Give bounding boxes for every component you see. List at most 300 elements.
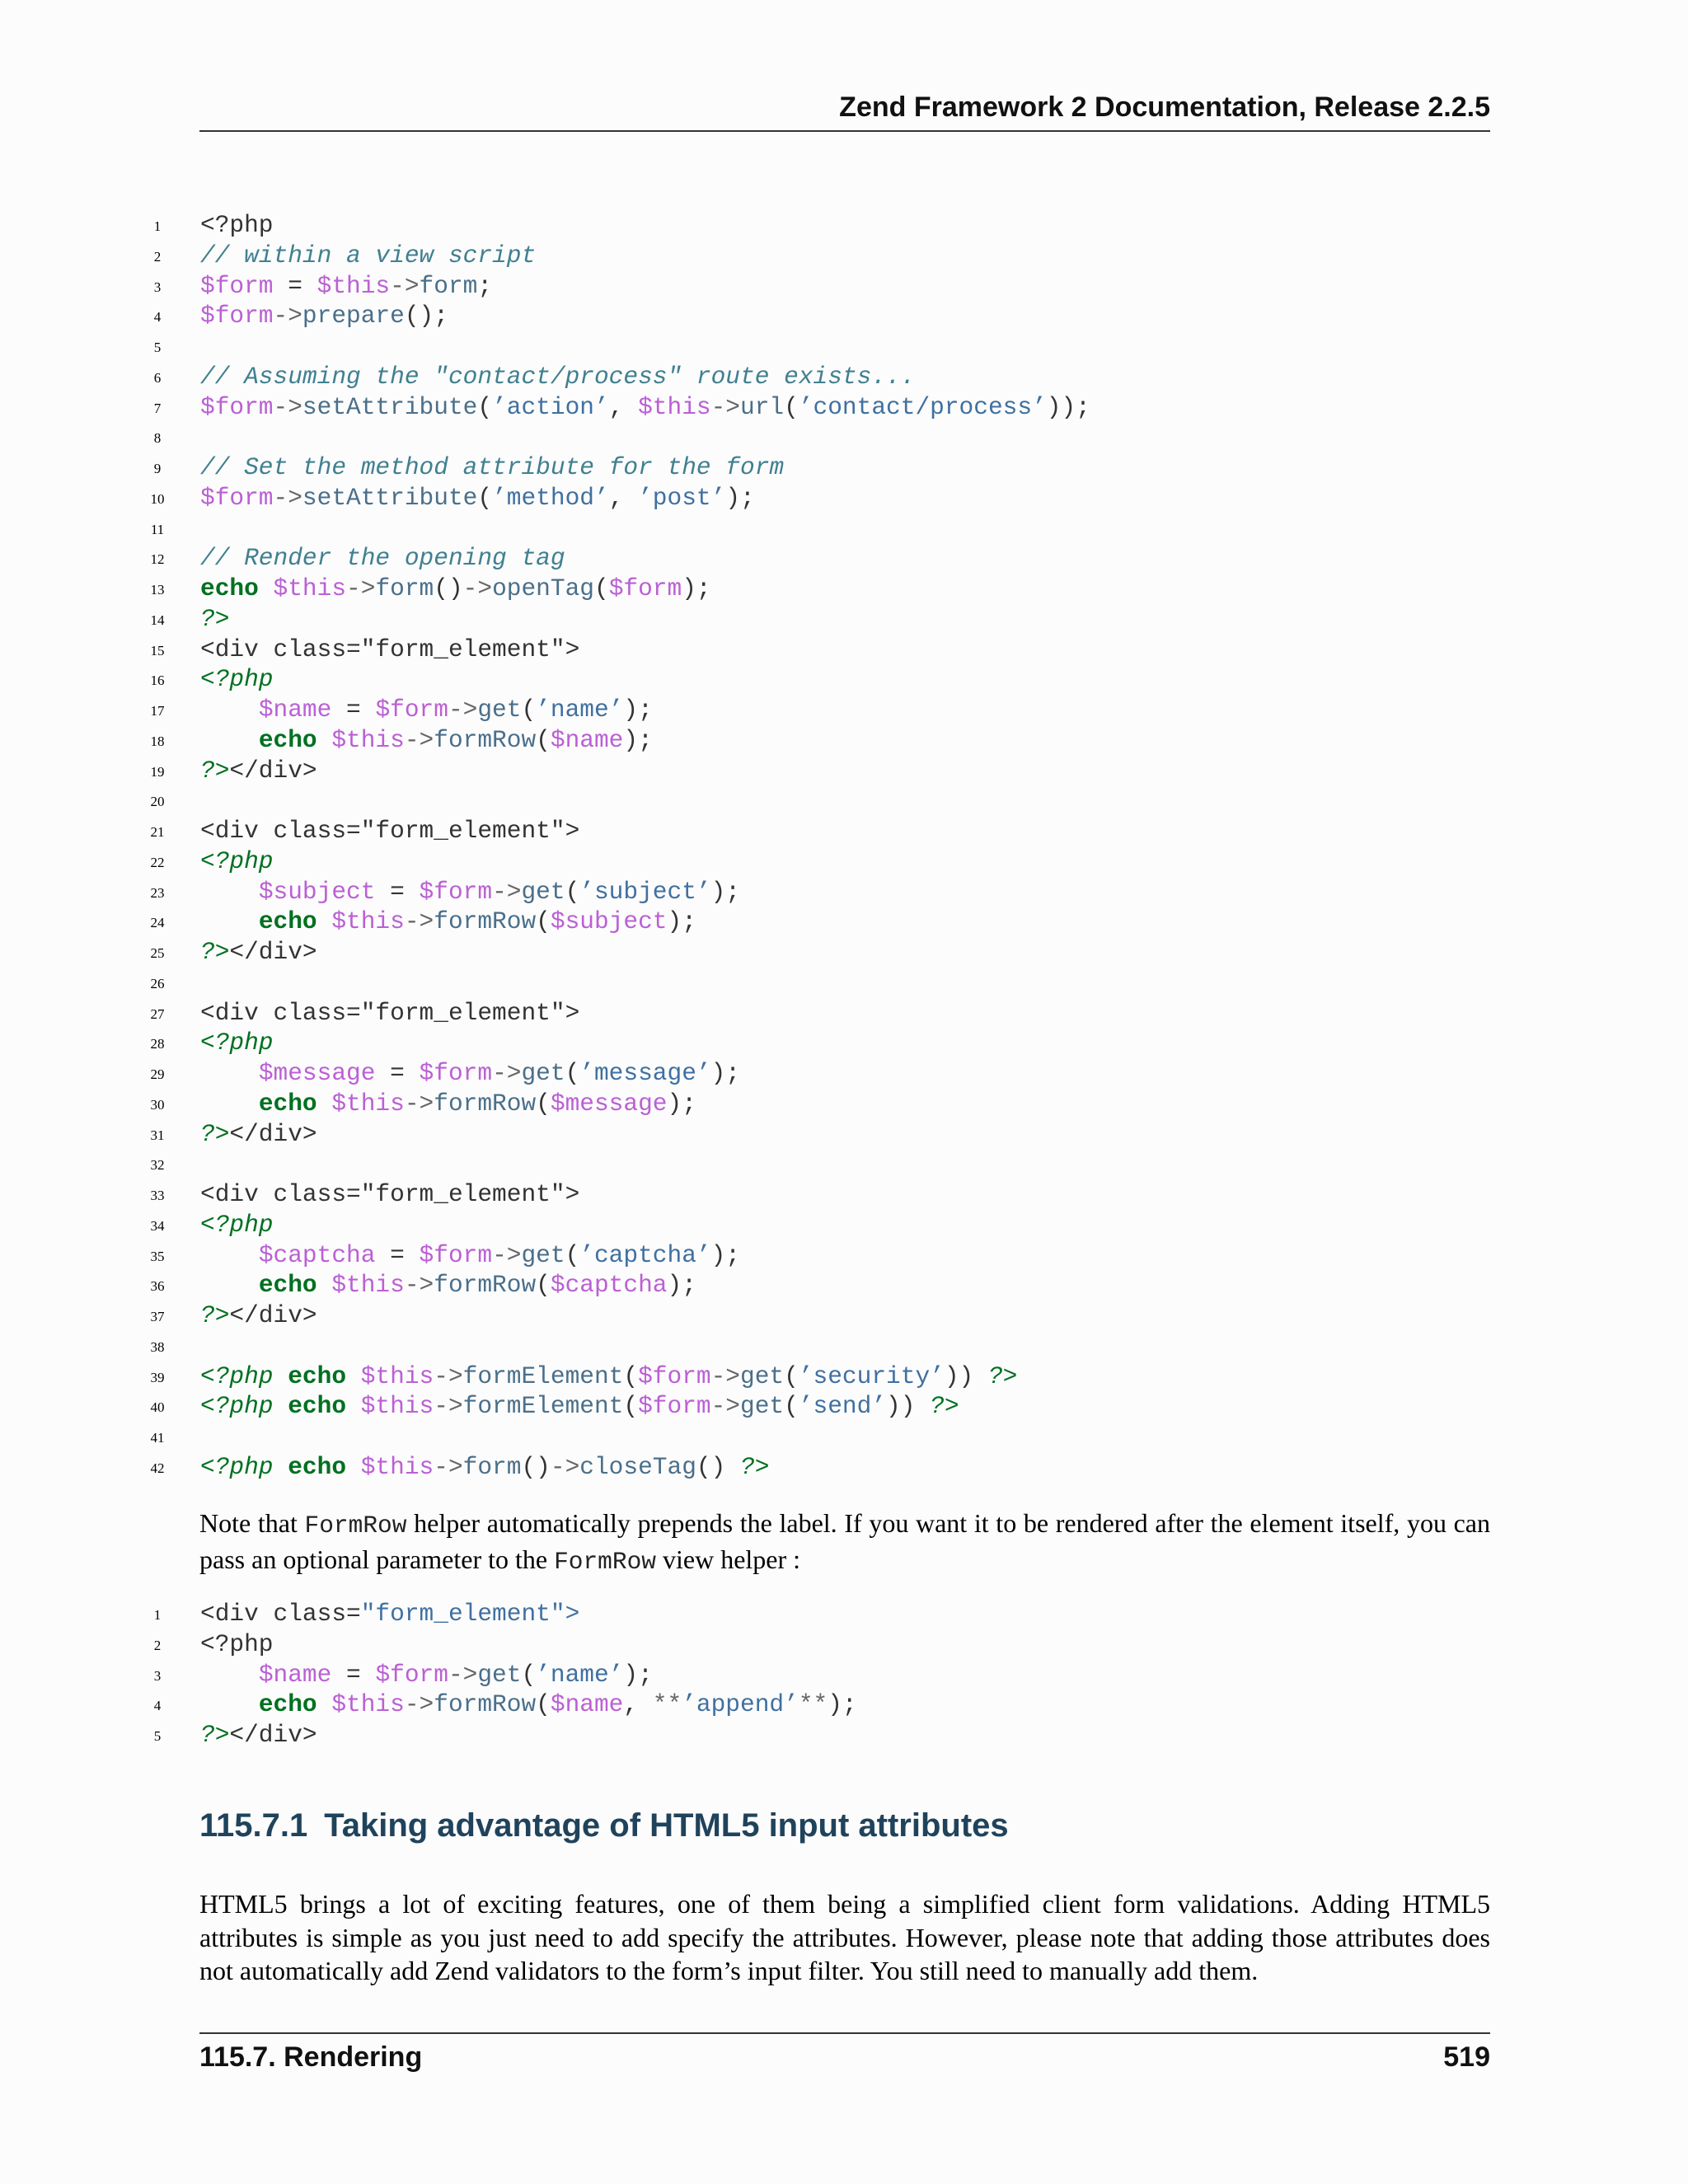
code-token: form — [419, 271, 478, 300]
code-token: ( — [784, 1392, 799, 1421]
code-token: -> — [550, 1452, 580, 1481]
code-token: = — [375, 877, 420, 906]
code-token: // Render the opening tag — [200, 544, 565, 573]
code-token: ( — [784, 392, 799, 421]
code-line — [0, 513, 1688, 544]
code-token: $form — [608, 574, 682, 602]
code-token: <?php — [200, 1210, 274, 1239]
code-token: -> — [448, 1660, 478, 1689]
code-token: ( — [784, 1361, 799, 1390]
code-token: -> — [492, 1059, 522, 1087]
code-token: ); — [710, 877, 741, 906]
code-line — [0, 1028, 1688, 1058]
code-token: <?php — [200, 1361, 274, 1390]
code-token: )) — [944, 1361, 988, 1390]
code-token: <div class="form_element"> — [200, 817, 580, 845]
code-token: ); — [828, 1690, 857, 1719]
code-token: "form_element"> — [360, 1600, 580, 1628]
document-title: Zend Framework 2 Documentation, Release 2.2.5 — [839, 91, 1490, 123]
code-token: $this — [331, 1089, 405, 1118]
line-number: 27 — [150, 1005, 165, 1022]
code-token: ); — [725, 483, 755, 512]
code-token: ); — [710, 1240, 741, 1269]
code-token: ’post’ — [638, 483, 726, 512]
line-number: 36 — [150, 1278, 165, 1295]
code-token — [259, 574, 274, 602]
code-token: $form — [200, 302, 274, 330]
code-text — [200, 816, 579, 846]
code-line — [0, 392, 1688, 423]
code-token: -> — [404, 1271, 434, 1300]
code-token: ?> — [987, 1361, 1018, 1390]
code-line — [0, 422, 1688, 452]
code-line — [0, 968, 1688, 998]
code-token: $name — [258, 1660, 332, 1689]
code-token: get — [477, 1660, 522, 1689]
code-line — [0, 846, 1688, 877]
code-line — [0, 1089, 1688, 1119]
footer-section: 115.7. Rendering — [199, 2041, 423, 2073]
line-number: 33 — [150, 1188, 165, 1203]
code-token: ( — [565, 877, 580, 906]
code-token: $subject — [550, 907, 668, 936]
code-token: <?php — [200, 1629, 274, 1658]
code-line — [0, 301, 1688, 331]
code-line — [0, 635, 1688, 665]
code-token: echo — [200, 574, 259, 602]
code-token: ?> — [200, 1301, 230, 1329]
line-number: 1 — [153, 1607, 162, 1623]
code-token: ( — [593, 574, 609, 602]
code-token: setAttribute — [302, 483, 478, 512]
code-token: <div class= — [200, 1600, 361, 1628]
code-line — [0, 1361, 1688, 1392]
code-token — [317, 726, 332, 754]
code-text — [200, 392, 1090, 423]
code-line — [0, 574, 1688, 604]
code-text — [200, 1452, 769, 1483]
line-number: 10 — [150, 490, 165, 507]
code-line — [0, 1391, 1688, 1422]
code-text — [200, 1119, 317, 1150]
code-token: ’security’ — [798, 1361, 945, 1390]
code-token — [200, 1661, 259, 1689]
code-token: echo — [258, 1089, 317, 1118]
code-token: echo — [258, 1271, 317, 1300]
code-token: formRow — [434, 1271, 537, 1300]
code-line — [0, 452, 1688, 483]
code-line — [0, 1119, 1688, 1150]
code-token: form — [462, 1452, 522, 1481]
code-token: -> — [492, 877, 522, 906]
code-token: $form — [200, 392, 274, 421]
code-text — [200, 1629, 274, 1660]
code-token: ?> — [930, 1392, 959, 1421]
line-number: 25 — [150, 945, 165, 961]
code-token: setAttribute — [302, 392, 478, 421]
line-number: 38 — [150, 1338, 165, 1355]
code-token: $this — [331, 1690, 405, 1719]
code-token: formRow — [434, 907, 537, 936]
code-token: $message — [258, 1059, 376, 1087]
code-text — [200, 664, 274, 695]
code-token: <?php — [200, 846, 274, 875]
line-number: 24 — [150, 915, 165, 931]
line-number: 11 — [150, 521, 165, 537]
code-token: -> — [710, 1392, 741, 1421]
code-token: -> — [492, 1240, 522, 1269]
code-token: prepare — [302, 302, 405, 330]
note-paragraph — [199, 1507, 1490, 1578]
code-token: -> — [273, 483, 302, 512]
line-number: 7 — [153, 400, 162, 416]
code-token: ( — [477, 483, 493, 512]
code-token: echo — [258, 725, 317, 754]
code-token: // Set the method attribute for the form — [200, 453, 785, 481]
code-line — [0, 1058, 1688, 1089]
code-token — [274, 1392, 288, 1420]
code-line — [0, 1240, 1688, 1271]
line-number: 39 — [150, 1369, 165, 1385]
code-token: $form — [375, 696, 448, 724]
code-text — [200, 210, 274, 241]
line-number: 28 — [150, 1036, 165, 1052]
code-token: formElement — [462, 1392, 624, 1421]
code-token: ); — [667, 907, 696, 936]
line-number: 41 — [150, 1430, 165, 1446]
code-token: -> — [404, 725, 434, 754]
code-text — [200, 1028, 274, 1058]
line-number: 14 — [150, 612, 165, 628]
code-token — [346, 1453, 361, 1481]
code-token: get — [740, 1361, 785, 1390]
code-token: </div> — [229, 938, 317, 966]
code-line — [0, 937, 1688, 968]
code-token: ( — [521, 696, 537, 724]
code-token: $this — [360, 1361, 434, 1390]
line-number: 6 — [153, 369, 162, 386]
code-token: ( — [536, 725, 551, 754]
code-token: = — [331, 696, 376, 724]
code-token: ); — [623, 1660, 653, 1689]
line-number: 22 — [150, 854, 165, 870]
code-token: ); — [667, 1089, 696, 1118]
code-token: $this — [331, 1271, 405, 1300]
code-token: ?> — [200, 938, 230, 966]
line-number: 5 — [153, 340, 162, 355]
code-token: get — [521, 877, 565, 906]
code-token: -> — [346, 574, 376, 602]
code-token — [200, 1090, 259, 1118]
code-token: echo — [288, 1361, 347, 1390]
code-token: echo — [288, 1452, 347, 1481]
code-line — [0, 543, 1688, 574]
line-number: 5 — [153, 1728, 162, 1744]
code-text — [200, 1210, 274, 1240]
code-token: ’contact/process’ — [798, 392, 1047, 421]
line-number: 12 — [150, 551, 165, 568]
code-line — [0, 1629, 1688, 1660]
code-token: get — [740, 1392, 785, 1421]
code-text — [200, 301, 448, 331]
code-token: $name — [550, 725, 624, 754]
code-text — [200, 846, 274, 877]
code-token: $form — [638, 1392, 711, 1421]
line-number: 26 — [150, 975, 165, 991]
code-token: $form — [419, 1059, 493, 1087]
code-text — [200, 907, 696, 937]
code-token: -> — [434, 1452, 463, 1481]
page-number: 519 — [1443, 2041, 1490, 2073]
code-block-append-example — [0, 1599, 1688, 1750]
code-text — [200, 543, 565, 574]
note-text: view helper : — [656, 1544, 801, 1574]
code-token: -> — [404, 1089, 434, 1118]
code-text — [200, 1301, 317, 1331]
code-text — [200, 937, 317, 968]
code-token: ( — [521, 1660, 537, 1689]
code-token: <?php — [200, 1029, 274, 1057]
code-line — [0, 331, 1688, 362]
code-line — [0, 785, 1688, 816]
code-line — [0, 664, 1688, 695]
code-token: ’subject’ — [579, 877, 711, 906]
code-token — [200, 907, 259, 935]
code-token: )); — [1046, 392, 1090, 421]
code-text — [200, 635, 579, 665]
code-line — [0, 816, 1688, 846]
line-number: 3 — [153, 279, 162, 295]
code-line — [0, 877, 1688, 907]
code-token: formRow — [434, 1089, 537, 1118]
code-token — [200, 1271, 259, 1299]
code-token — [200, 878, 259, 906]
code-token: = — [273, 271, 317, 300]
line-number: 4 — [153, 1698, 162, 1714]
line-number: 42 — [150, 1460, 165, 1476]
code-text — [200, 756, 317, 786]
code-token: ** — [652, 1690, 682, 1719]
code-token: ( — [536, 1089, 551, 1118]
code-token: ’message’ — [579, 1059, 711, 1087]
code-text — [200, 241, 536, 271]
code-text — [200, 695, 653, 725]
code-token: $form — [419, 1240, 493, 1269]
code-token: // Assuming the "contact/process" route exists... — [200, 362, 916, 391]
code-token: ( — [536, 907, 551, 936]
line-number: 34 — [150, 1217, 165, 1234]
code-text — [200, 483, 755, 513]
code-token: ( — [623, 1361, 639, 1390]
code-token: closeTag — [579, 1452, 696, 1481]
code-token: echo — [258, 1690, 317, 1719]
code-token: $this — [331, 907, 405, 936]
code-token: ?> — [200, 756, 230, 785]
code-token: ); — [623, 696, 653, 724]
code-token: $subject — [258, 877, 376, 906]
line-number: 20 — [150, 794, 165, 810]
code-token: <?php — [200, 211, 274, 239]
code-block-view-script — [0, 210, 1688, 1483]
code-line — [0, 695, 1688, 725]
code-token: $this — [360, 1392, 434, 1421]
code-token: $this — [273, 574, 347, 602]
code-token: ( — [565, 1059, 580, 1087]
code-token — [200, 696, 259, 724]
code-token — [200, 1241, 259, 1269]
code-line — [0, 1210, 1688, 1240]
code-token: $form — [200, 271, 274, 300]
line-number: 18 — [150, 733, 165, 749]
line-number: 4 — [153, 309, 162, 326]
code-line — [0, 1301, 1688, 1331]
code-text — [200, 1270, 696, 1301]
code-line — [0, 1690, 1688, 1720]
code-token: $this — [331, 725, 405, 754]
code-token: -> — [710, 392, 741, 421]
code-line — [0, 1331, 1688, 1361]
code-token: formElement — [462, 1361, 624, 1390]
code-token: () — [434, 574, 463, 602]
code-token: $this — [360, 1452, 434, 1481]
code-token: $this — [316, 271, 391, 300]
code-token — [200, 1690, 259, 1718]
page-header — [199, 92, 1490, 132]
code-token: ( — [623, 1392, 639, 1421]
code-token: openTag — [492, 574, 594, 602]
code-token: -> — [434, 1361, 463, 1390]
code-token: -> — [273, 302, 302, 330]
code-text — [200, 1361, 1017, 1392]
code-token: </div> — [229, 1721, 317, 1749]
code-token: formRow — [434, 1690, 537, 1719]
code-token: <?php — [200, 1392, 274, 1421]
code-line — [0, 1422, 1688, 1452]
line-number: 17 — [150, 703, 165, 719]
code-text — [200, 574, 711, 604]
code-token: -> — [404, 1690, 434, 1719]
code-token — [317, 1690, 332, 1718]
code-line — [0, 1599, 1688, 1629]
code-line — [0, 1179, 1688, 1210]
code-token: ); — [710, 1059, 741, 1087]
code-token: <div class="form_element"> — [200, 635, 580, 663]
code-token: $message — [550, 1089, 668, 1118]
note-text: helper automatically prepends the label. If you want it to be rendered after the element itself, you can pass an optional parameter to the — [199, 1508, 1491, 1574]
code-token: ’name’ — [536, 1660, 624, 1689]
code-token: $this — [638, 392, 711, 421]
line-number: 35 — [150, 1248, 165, 1264]
code-token: $form — [200, 483, 274, 512]
code-token: -> — [404, 907, 434, 936]
code-line — [0, 604, 1688, 635]
code-token: get — [521, 1059, 565, 1087]
code-token: ( — [565, 1240, 580, 1269]
line-number: 31 — [150, 1127, 165, 1143]
code-token: , — [608, 392, 639, 421]
code-text — [200, 271, 492, 302]
code-token: <div class="form_element"> — [200, 1180, 580, 1208]
line-number: 13 — [150, 582, 165, 598]
code-token: -> — [462, 574, 493, 602]
code-text — [200, 1391, 959, 1422]
code-token: ; — [477, 271, 493, 300]
code-line — [0, 483, 1688, 513]
line-number: 3 — [153, 1667, 162, 1684]
code-token: ); — [682, 574, 711, 602]
code-token — [317, 1271, 332, 1299]
code-token: , — [608, 483, 639, 512]
code-line — [0, 998, 1688, 1029]
code-token: // within a view script — [200, 241, 537, 269]
code-token — [346, 1362, 361, 1390]
code-line — [0, 1660, 1688, 1690]
code-token: ); — [667, 1271, 696, 1300]
code-token — [274, 1453, 288, 1481]
code-token: -> — [710, 1361, 741, 1390]
html5-paragraph: HTML5 brings a lot of exciting features, one of them being a simplified client form validations. Adding HTML5 attributes is simple as you just need to add specify the attributes. However, please note that adding those attributes does not automatically add Zend validators to the form’s input filter. You still need to manually add them. — [199, 1889, 1490, 1985]
code-token — [317, 907, 332, 935]
code-token — [317, 1090, 332, 1118]
section-heading — [199, 1805, 1009, 1846]
line-number: 1 — [153, 218, 162, 234]
inline-code-formrow: FormRow — [554, 1547, 656, 1576]
code-token: ); — [623, 725, 653, 754]
code-token: form — [375, 574, 434, 602]
code-text — [200, 1599, 579, 1629]
code-token: $captcha — [550, 1271, 668, 1300]
line-number: 16 — [150, 673, 165, 689]
line-number: 9 — [153, 461, 162, 476]
code-token — [200, 1059, 259, 1087]
code-text — [200, 725, 653, 756]
code-token: </div> — [229, 1301, 317, 1329]
code-token: ’name’ — [536, 696, 624, 724]
code-token: $captcha — [258, 1240, 376, 1269]
code-text — [200, 452, 784, 483]
line-number: 30 — [150, 1096, 165, 1113]
code-token: <?php — [200, 1452, 274, 1481]
code-token: </div> — [229, 1119, 317, 1148]
code-token: url — [740, 392, 785, 421]
code-line — [0, 210, 1688, 241]
line-number: 2 — [153, 1637, 162, 1653]
code-token: (); — [404, 302, 448, 330]
code-token: echo — [258, 907, 317, 936]
code-token: formRow — [434, 725, 537, 754]
section-title: Taking advantage of HTML5 input attributes — [324, 1807, 1009, 1844]
line-number: 2 — [153, 248, 162, 265]
code-token: -> — [273, 392, 302, 421]
code-token: $form — [419, 877, 493, 906]
code-token: = — [375, 1240, 420, 1269]
code-token: ( — [536, 1271, 551, 1300]
code-token: </div> — [229, 756, 317, 785]
page-footer — [199, 2032, 1490, 2080]
code-text — [200, 362, 915, 392]
code-text — [200, 1058, 740, 1089]
code-token: -> — [434, 1392, 463, 1421]
code-token: get — [521, 1240, 565, 1269]
line-number: 23 — [150, 884, 165, 901]
code-text — [200, 1720, 317, 1750]
code-token: ?> — [200, 1721, 230, 1749]
line-number: 15 — [150, 642, 165, 658]
line-number: 40 — [150, 1399, 165, 1416]
code-token: <div class="form_element"> — [200, 998, 580, 1027]
code-token: = — [331, 1660, 376, 1689]
code-token — [200, 726, 259, 754]
